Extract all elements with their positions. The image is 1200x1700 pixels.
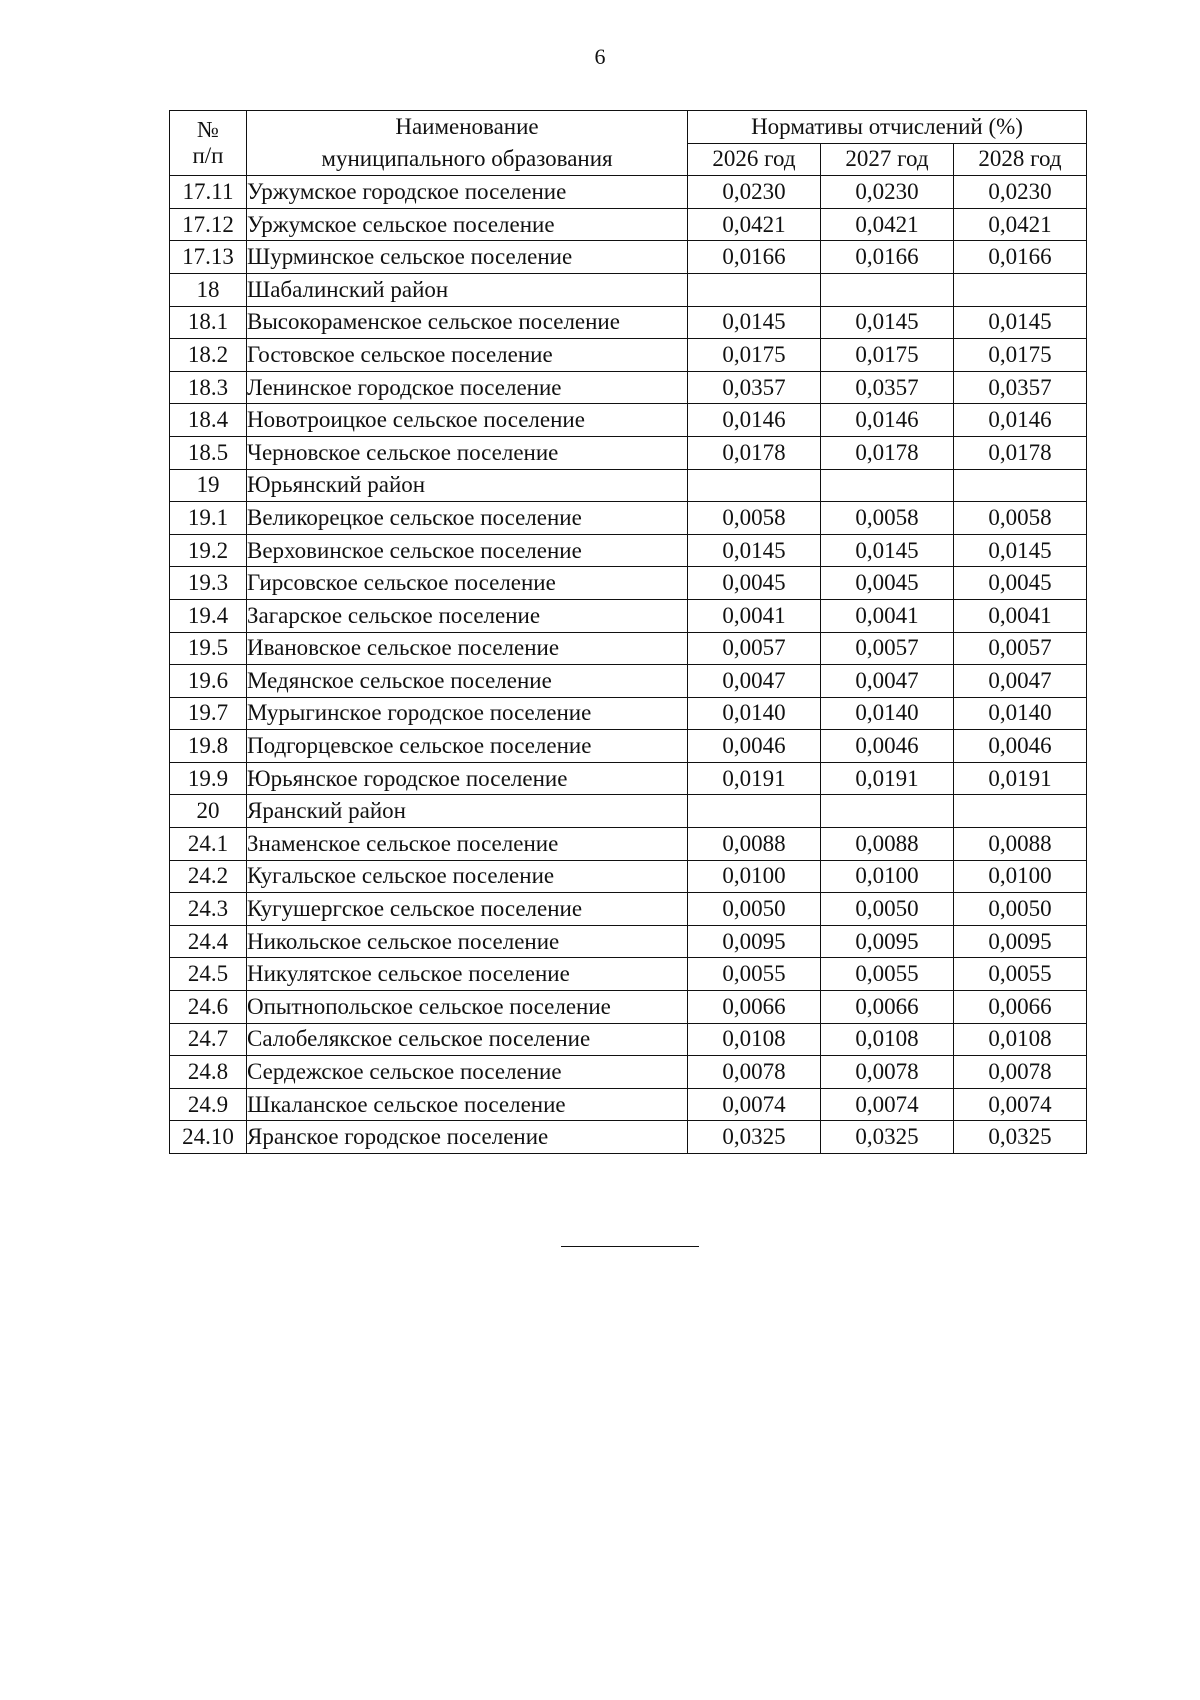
row-value-2027-cell: 0,0095 (821, 925, 954, 958)
table-row (170, 697, 1087, 730)
row-value-2027-cell: 0,0166 (821, 241, 954, 274)
row-number-cell: 24.10 (170, 1121, 247, 1154)
row-value-2026-cell: 0,0191 (688, 762, 821, 795)
table-row (170, 958, 1087, 991)
row-name-cell: Кугушергское сельское поселение (247, 893, 688, 926)
row-value-2026-cell: 0,0100 (688, 860, 821, 893)
row-value-2027-cell: 0,0140 (821, 697, 954, 730)
header-year: 2026 год (688, 143, 821, 176)
table-row (170, 306, 1087, 339)
row-value-2028-cell: 0,0055 (954, 958, 1087, 991)
row-name-cell: Шурминское сельское поселение (247, 241, 688, 274)
table-body (170, 176, 1087, 1154)
row-name-cell: Высокораменское сельское поселение (247, 306, 688, 339)
row-value-2026-cell (688, 469, 821, 502)
row-value-2026-cell: 0,0145 (688, 534, 821, 567)
row-number-cell: 19 (170, 469, 247, 502)
table-row (170, 1056, 1087, 1089)
row-value-2028-cell: 0,0191 (954, 762, 1087, 795)
row-name-cell: Кугальское сельское поселение (247, 860, 688, 893)
row-value-2028-cell: 0,0230 (954, 176, 1087, 209)
row-name-cell: Новотроицкое сельское поселение (247, 404, 688, 437)
row-name-cell: Уржумское сельское поселение (247, 208, 688, 241)
row-value-2026-cell: 0,0357 (688, 371, 821, 404)
row-number-cell: 18 (170, 273, 247, 306)
row-value-2027-cell: 0,0066 (821, 991, 954, 1024)
row-number-cell: 24.7 (170, 1023, 247, 1056)
header-number (170, 111, 247, 176)
row-name-cell: Черновское сельское поселение (247, 436, 688, 469)
row-number-cell: 18.1 (170, 306, 247, 339)
row-number-cell: 17.13 (170, 241, 247, 274)
row-name-cell: Шабалинский район (247, 273, 688, 306)
row-name-cell: Юрьянский район (247, 469, 688, 502)
table-row (170, 567, 1087, 600)
row-value-2028-cell: 0,0325 (954, 1121, 1087, 1154)
row-name-cell: Яранское городское поселение (247, 1121, 688, 1154)
row-number-cell: 19.9 (170, 762, 247, 795)
row-value-2028-cell: 0,0057 (954, 632, 1087, 665)
table-row (170, 730, 1087, 763)
row-value-2028-cell: 0,0178 (954, 436, 1087, 469)
header-number-line1: № (197, 117, 219, 143)
row-value-2027-cell: 0,0191 (821, 762, 954, 795)
row-value-2028-cell: 0,0047 (954, 665, 1087, 698)
row-name-cell: Юрьянское городское поселение (247, 762, 688, 795)
row-number-cell: 17.11 (170, 176, 247, 209)
row-value-2027-cell: 0,0045 (821, 567, 954, 600)
end-divider (561, 1246, 699, 1247)
row-value-2027-cell: 0,0041 (821, 599, 954, 632)
row-value-2028-cell: 0,0357 (954, 371, 1087, 404)
row-value-2028-cell: 0,0045 (954, 567, 1087, 600)
row-value-2026-cell: 0,0178 (688, 436, 821, 469)
table-row (170, 925, 1087, 958)
header-number-line2: п/п (192, 143, 224, 169)
row-number-cell: 24.3 (170, 893, 247, 926)
row-value-2027-cell: 0,0058 (821, 502, 954, 535)
row-value-2026-cell: 0,0046 (688, 730, 821, 763)
row-value-2027-cell: 0,0100 (821, 860, 954, 893)
row-value-2027-cell: 0,0074 (821, 1088, 954, 1121)
row-value-2027-cell: 0,0175 (821, 339, 954, 372)
header-norms-title: Нормативы отчислений (%) (688, 111, 1087, 144)
page-number: 6 (594, 44, 606, 69)
table-row (170, 893, 1087, 926)
row-name-cell: Гостовское сельское поселение (247, 339, 688, 372)
row-value-2026-cell: 0,0325 (688, 1121, 821, 1154)
row-value-2026-cell: 0,0078 (688, 1056, 821, 1089)
row-value-2026-cell: 0,0421 (688, 208, 821, 241)
table-row (170, 339, 1087, 372)
row-value-2028-cell: 0,0146 (954, 404, 1087, 437)
table-row (170, 860, 1087, 893)
header-year: 2027 год (821, 143, 954, 176)
row-value-2026-cell: 0,0175 (688, 339, 821, 372)
header-year: 2028 год (954, 143, 1087, 176)
row-number-cell: 18.3 (170, 371, 247, 404)
table-row (170, 795, 1087, 828)
table-row (170, 469, 1087, 502)
row-value-2027-cell (821, 795, 954, 828)
table-row (170, 371, 1087, 404)
row-value-2026-cell: 0,0166 (688, 241, 821, 274)
table-row (170, 665, 1087, 698)
row-name-cell: Никольское сельское поселение (247, 925, 688, 958)
row-value-2026-cell: 0,0058 (688, 502, 821, 535)
header-name (247, 111, 688, 176)
row-number-cell: 19.1 (170, 502, 247, 535)
row-value-2028-cell: 0,0100 (954, 860, 1087, 893)
row-number-cell: 24.1 (170, 828, 247, 861)
row-number-cell: 19.4 (170, 599, 247, 632)
table-row (170, 599, 1087, 632)
row-number-cell: 19.2 (170, 534, 247, 567)
row-value-2028-cell (954, 469, 1087, 502)
table-row (170, 1121, 1087, 1154)
row-value-2028-cell (954, 795, 1087, 828)
norms-table (169, 110, 1087, 1154)
row-value-2026-cell: 0,0230 (688, 176, 821, 209)
row-name-cell: Верховинское сельское поселение (247, 534, 688, 567)
table-row (170, 502, 1087, 535)
table-row (170, 762, 1087, 795)
row-name-cell: Никулятское сельское поселение (247, 958, 688, 991)
row-value-2028-cell: 0,0050 (954, 893, 1087, 926)
row-value-2026-cell: 0,0108 (688, 1023, 821, 1056)
row-value-2028-cell: 0,0074 (954, 1088, 1087, 1121)
row-value-2027-cell (821, 273, 954, 306)
row-value-2028-cell: 0,0145 (954, 306, 1087, 339)
row-number-cell: 24.8 (170, 1056, 247, 1089)
row-value-2027-cell: 0,0055 (821, 958, 954, 991)
row-value-2028-cell: 0,0058 (954, 502, 1087, 535)
row-value-2026-cell (688, 273, 821, 306)
row-value-2027-cell (821, 469, 954, 502)
row-number-cell: 19.5 (170, 632, 247, 665)
row-name-cell: Сердежское сельское поселение (247, 1056, 688, 1089)
row-number-cell: 20 (170, 795, 247, 828)
row-value-2028-cell: 0,0421 (954, 208, 1087, 241)
row-name-cell: Ивановское сельское поселение (247, 632, 688, 665)
row-number-cell: 18.4 (170, 404, 247, 437)
row-name-cell: Загарское сельское поселение (247, 599, 688, 632)
row-value-2027-cell: 0,0088 (821, 828, 954, 861)
row-value-2026-cell: 0,0074 (688, 1088, 821, 1121)
row-value-2027-cell: 0,0145 (821, 306, 954, 339)
table-row (170, 273, 1087, 306)
row-value-2028-cell: 0,0145 (954, 534, 1087, 567)
row-name-cell: Великорецкое сельское поселение (247, 502, 688, 535)
row-value-2026-cell: 0,0041 (688, 599, 821, 632)
row-value-2026-cell: 0,0045 (688, 567, 821, 600)
row-value-2027-cell: 0,0421 (821, 208, 954, 241)
row-value-2026-cell: 0,0055 (688, 958, 821, 991)
table-header (170, 111, 1087, 176)
row-value-2027-cell: 0,0078 (821, 1056, 954, 1089)
row-value-2026-cell: 0,0047 (688, 665, 821, 698)
table-row (170, 176, 1087, 209)
row-number-cell: 24.4 (170, 925, 247, 958)
row-value-2027-cell: 0,0108 (821, 1023, 954, 1056)
row-value-2028-cell: 0,0041 (954, 599, 1087, 632)
table-row (170, 404, 1087, 437)
row-value-2028-cell: 0,0078 (954, 1056, 1087, 1089)
row-value-2027-cell: 0,0050 (821, 893, 954, 926)
row-value-2027-cell: 0,0046 (821, 730, 954, 763)
row-number-cell: 19.6 (170, 665, 247, 698)
row-value-2027-cell: 0,0146 (821, 404, 954, 437)
row-name-cell: Ленинское городское поселение (247, 371, 688, 404)
row-name-cell: Шкаланское сельское поселение (247, 1088, 688, 1121)
row-value-2028-cell: 0,0095 (954, 925, 1087, 958)
row-value-2027-cell: 0,0357 (821, 371, 954, 404)
row-number-cell: 18.2 (170, 339, 247, 372)
table-row (170, 208, 1087, 241)
row-name-cell: Медянское сельское поселение (247, 665, 688, 698)
row-number-cell: 24.9 (170, 1088, 247, 1121)
row-value-2026-cell: 0,0095 (688, 925, 821, 958)
header-name-line2: муниципального образования (321, 146, 613, 172)
row-value-2026-cell: 0,0146 (688, 404, 821, 437)
row-value-2026-cell: 0,0088 (688, 828, 821, 861)
row-name-cell: Знаменское сельское поселение (247, 828, 688, 861)
table-row (170, 436, 1087, 469)
row-number-cell: 18.5 (170, 436, 247, 469)
row-value-2028-cell: 0,0108 (954, 1023, 1087, 1056)
row-number-cell: 19.7 (170, 697, 247, 730)
row-value-2028-cell: 0,0046 (954, 730, 1087, 763)
row-name-cell: Салобелякское сельское поселение (247, 1023, 688, 1056)
row-value-2026-cell: 0,0050 (688, 893, 821, 926)
table-row (170, 1088, 1087, 1121)
table-row (170, 828, 1087, 861)
row-number-cell: 24.5 (170, 958, 247, 991)
row-name-cell: Подгорцевское сельское поселение (247, 730, 688, 763)
row-value-2026-cell: 0,0145 (688, 306, 821, 339)
row-number-cell: 24.6 (170, 991, 247, 1024)
row-value-2028-cell: 0,0066 (954, 991, 1087, 1024)
row-value-2026-cell: 0,0140 (688, 697, 821, 730)
row-value-2027-cell: 0,0145 (821, 534, 954, 567)
row-name-cell: Гирсовское сельское поселение (247, 567, 688, 600)
table-row (170, 991, 1087, 1024)
row-name-cell: Опытнопольское сельское поселение (247, 991, 688, 1024)
row-name-cell: Яранский район (247, 795, 688, 828)
row-value-2027-cell: 0,0325 (821, 1121, 954, 1154)
row-value-2026-cell: 0,0057 (688, 632, 821, 665)
row-value-2028-cell: 0,0175 (954, 339, 1087, 372)
row-value-2027-cell: 0,0057 (821, 632, 954, 665)
row-name-cell: Уржумское городское поселение (247, 176, 688, 209)
table-row (170, 632, 1087, 665)
row-number-cell: 17.12 (170, 208, 247, 241)
row-number-cell: 19.8 (170, 730, 247, 763)
row-value-2028-cell: 0,0166 (954, 241, 1087, 274)
table-row (170, 1023, 1087, 1056)
table-row (170, 534, 1087, 567)
row-value-2026-cell (688, 795, 821, 828)
row-number-cell: 24.2 (170, 860, 247, 893)
row-number-cell: 19.3 (170, 567, 247, 600)
row-value-2028-cell (954, 273, 1087, 306)
header-name-line1: Наименование (395, 114, 539, 140)
row-value-2026-cell: 0,0066 (688, 991, 821, 1024)
row-value-2027-cell: 0,0047 (821, 665, 954, 698)
row-value-2028-cell: 0,0140 (954, 697, 1087, 730)
table-row (170, 241, 1087, 274)
row-value-2028-cell: 0,0088 (954, 828, 1087, 861)
row-value-2027-cell: 0,0178 (821, 436, 954, 469)
row-value-2027-cell: 0,0230 (821, 176, 954, 209)
row-name-cell: Мурыгинское городское поселение (247, 697, 688, 730)
